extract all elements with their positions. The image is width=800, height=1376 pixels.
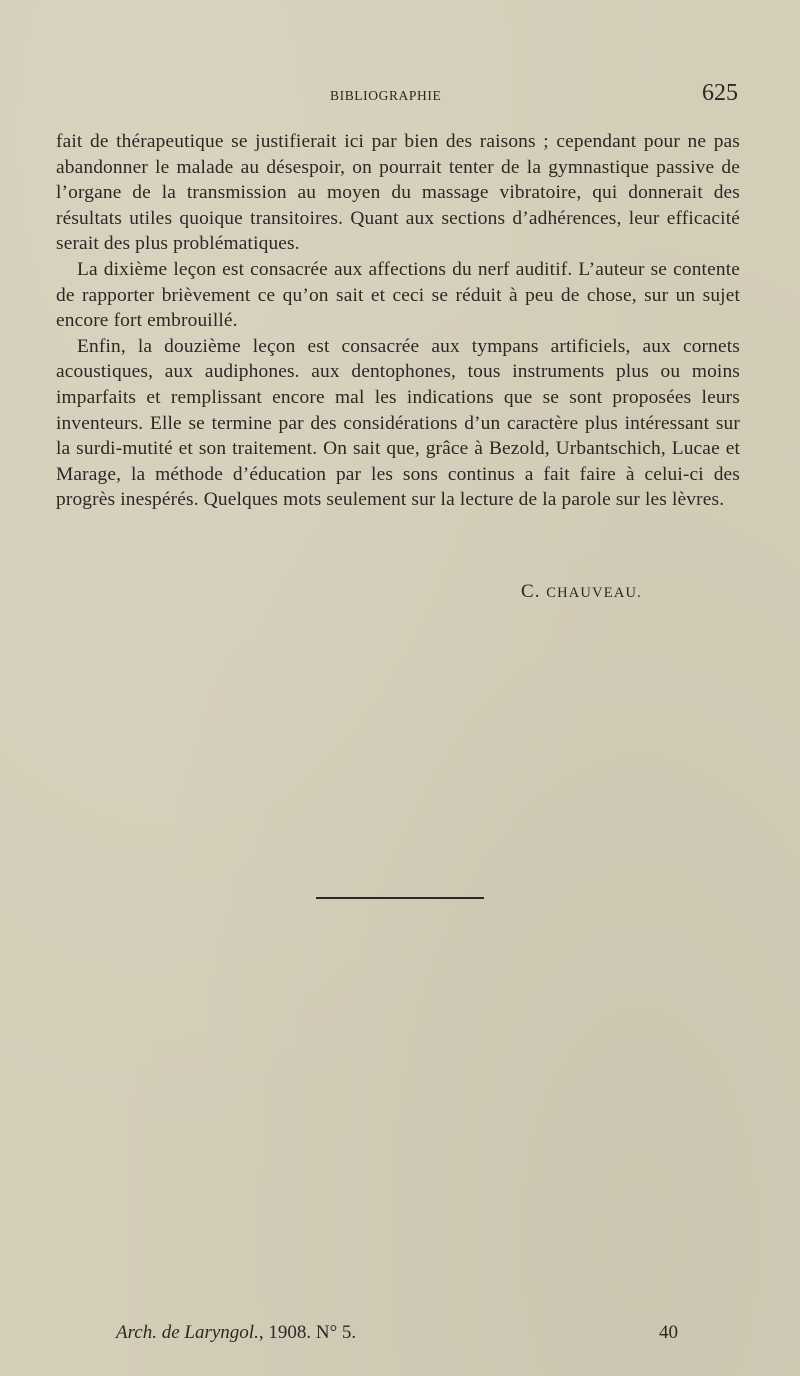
author-signature — [521, 581, 642, 603]
page-number: 625 — [702, 80, 738, 106]
paragraph-3: Enfin, la douzième leçon est consacrée aux tympans artificiels, aux cornets acoustiques, aux audiphones. aux dentophones, tous instruments plus ou moins imparfaits et remplissant encore mal les indications que se sont proposées leurs inventeurs. Elle se termine par des considérations d’un caractère plus intéressant sur la surdi-mutité et son traitement. On sait que, grâce à Bezold, Urbantschich, Lucae et Marage, la méthode d’éducation par les sons continus a fait faire à celui-ci des progrès inespérés. Quelques mots seulement sur la lecture de la parole sur les lèvres. — [56, 335, 740, 511]
footer-journal-title: Arch. de Laryngol. — [116, 1322, 259, 1343]
section-separator-rule — [316, 897, 484, 899]
footer-issue: , 1908. N° 5. — [258, 1322, 357, 1343]
paragraph-2: La dixième leçon est consacrée aux affections du nerf auditif. L’auteur se contente de rapporter brièvement ce qu’on sait et ceci se réduit à peu de chose, sur un sujet encore fort embrouillé. — [56, 258, 740, 332]
running-title: BIBLIOGRAPHIE — [330, 88, 442, 103]
footer-journal-reference — [116, 1322, 356, 1344]
signature-name: CHAUVEAU. — [546, 585, 642, 601]
article-body — [56, 129, 740, 513]
footer-sheet-number: 40 — [659, 1322, 678, 1343]
signature-initial: C. — [521, 581, 541, 602]
paragraph-1: fait de thérapeutique se justifierait ici par bien des raisons ; cependant pour ne pas abandonner le malade au désespoir, on pourrait tenter de la gymnastique passive de l’organe de la transmission au moyen du massage vibratoire, qui donnerait des résultats utiles quoique transitoires. Quant aux sections d’adhérences, leur efficacité serait des plus problématiques. — [56, 131, 740, 255]
